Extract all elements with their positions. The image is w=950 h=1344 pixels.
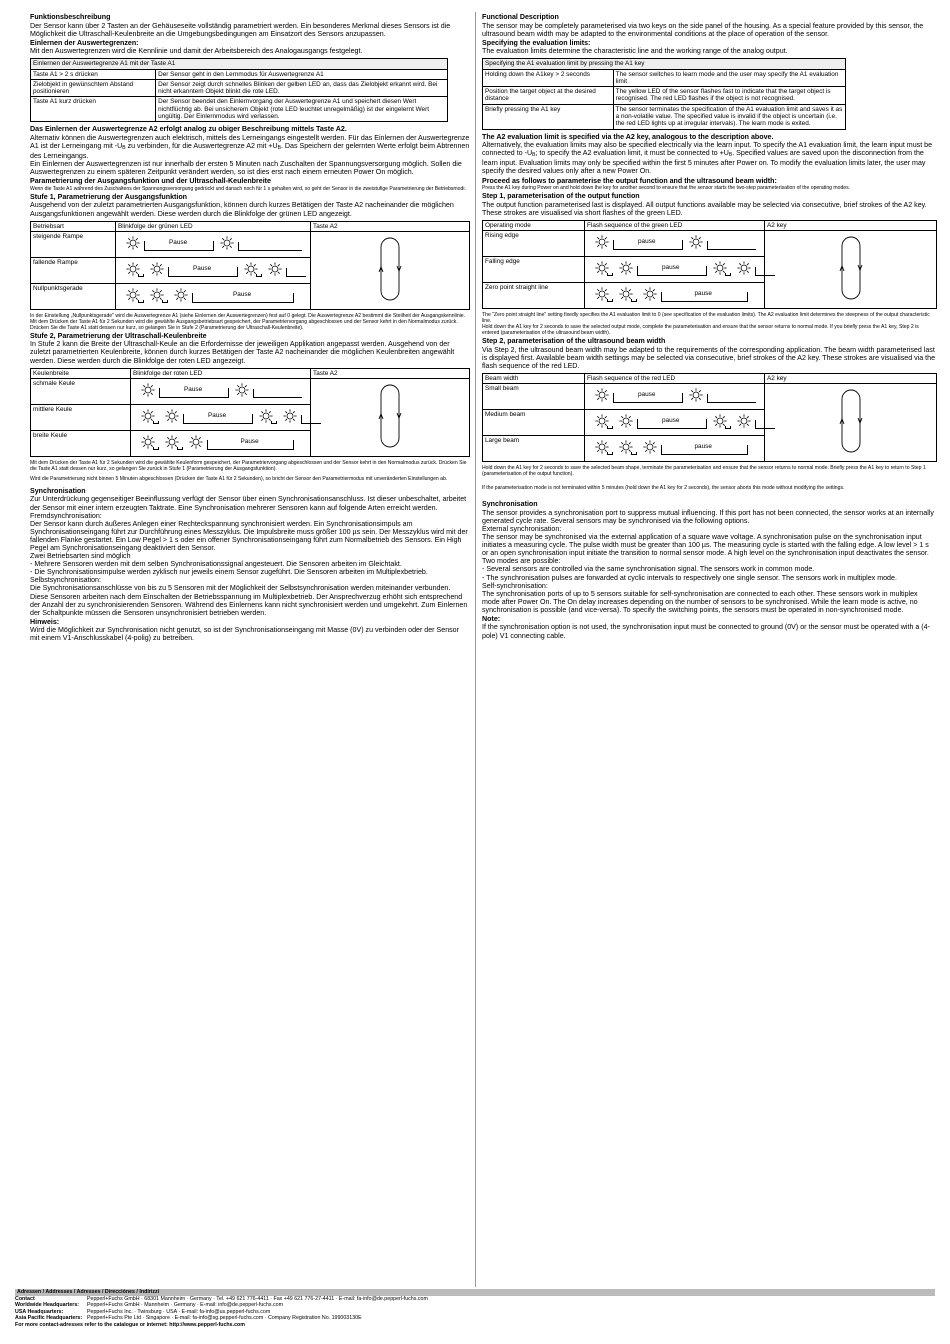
en-sync-7: The synchronisation ports of up to 5 sensors suitable for self-synchronisation are connected to each other. These sensors work in multiplex mode after Power On. The On delay increases depending on the number of sensors to be synchronised. While the learn mode is active, no synchronisation is possible (and vice-versa). To specify the switching points, the sensors must be operated in non-synchronised mode. (482, 589, 918, 614)
en-text-proceed: Press the A1 key during Power on and hold down the key for another second to ensure that the sensor starts the two-step parameterisation of the operating modes. (482, 185, 851, 192)
footer-row: USA Headquarters: Pepperl+Fuchs Inc. · Twinsburg · USA · E-mail: fa-info@us.pepperl-fuchs.com (15, 1308, 271, 1315)
led-gap-mark (153, 447, 159, 450)
led-row-label: steigende Rampe (31, 231, 116, 257)
led-gap-mark (162, 300, 168, 303)
pause-label: pause (662, 263, 680, 271)
en-teach-cell: The sensor switches to learn mode and the user may specify the A1 evaluation limit (613, 69, 845, 87)
de-led-table-green (30, 221, 470, 310)
led-gap-mark (631, 452, 637, 455)
led-gap-mark (153, 421, 159, 424)
de-note-step1-b: Mit dem Drücken der Taste A1 für 2 Sekunden wird die gewählte Ausgangsbetriebsart gespeichert, der Parametriervorgang abgeschlossen und der Sensor kehrt in den Normalmodus zurück. Drücken Sie die Taste A1 statt dessen nur kurz, so gelangen Sie in Stufe 2 (Parametrierung der Ultraschall-Keulenbreite). (30, 318, 458, 331)
de-note-step1: In der Einstellung „Nullpunktsgerade" wird die Auswertegrenze A1 (siehe Einlernen der Auswertegrenzen) fest auf 0 gelegt. Die Auswertegrenze A2 bestimmt die Steilheit der Ausgangskennlinie. (30, 312, 466, 319)
led-sequence (587, 232, 762, 255)
de-heading-a2: Das Einlernen der Auswertegrenze A2 erfolgt analog zu obiger Beschreibung mittels Taste A2. (30, 125, 347, 134)
led-row-label: breite Keule (31, 430, 131, 456)
en-note-step1-b: Hold down the A1 key for 2 seconds to save the selected output mode, complete the parameterisation and ensure that the sensor returns to normal mode. If you briefly press the A1 key, Step 2 is entered (parameterisation of the ultrasound beam width). (482, 324, 919, 337)
de-heading-teach: Einlernen der Auswertegrenzen: (30, 38, 139, 47)
en-heading-function: Functional Description (482, 13, 559, 21)
key-a2-cell (311, 231, 470, 309)
led-sequence (133, 380, 308, 403)
pause-interval (755, 267, 775, 276)
led-flash-icon (174, 288, 188, 302)
footer-bar: Adressen / Addresses / Adresses / Direcciónes / Indirizzi (15, 1289, 935, 1296)
led-sequence (118, 285, 308, 308)
led-flash-icon (619, 261, 633, 275)
led-sequence (133, 432, 308, 455)
en-heading-a2: The A2 evaluation limit is specified via the A2 key, analogous to the description above. (482, 132, 774, 141)
en-teach-cell: Holding down the A1key > 2 seconds (483, 69, 614, 87)
led-col-header: Flash sequence of the red LED (585, 373, 765, 383)
pause-interval (755, 420, 775, 429)
led-row-label: Zero point straight line (483, 282, 585, 308)
led-row-label: Nullpunktsgerade (31, 283, 116, 309)
led-row-label: fallende Rampe (31, 257, 116, 283)
key-a2-cell (765, 230, 937, 308)
de-sync-3: Zwei Betriebsarten sind möglich (30, 552, 131, 561)
de-heading-function: Funktionsbeschreibung (30, 13, 111, 21)
led-flash-icon (595, 388, 609, 402)
led-flash-icon (165, 409, 179, 423)
de-text-a2-b: Ein Einlernen der Auswertegrenzen ist nur innerhalb der ersten 5 Minuten nach Zuschalten der Spannungsversorgung möglich. Sollen die Auswertegrenzen zu einem späteren Zeitpunkt verändert werden, so ist dies erst nach einem erneuten Power On möglich. (30, 160, 462, 177)
led-flash-icon (619, 414, 633, 428)
led-sequence (133, 406, 308, 429)
pause-interval (238, 242, 302, 251)
led-flash-icon (689, 388, 703, 402)
column-divider (475, 12, 476, 1287)
led-row-label: Falling edge (483, 256, 585, 282)
pause-label: pause (662, 416, 680, 424)
en-teach-cell: Position the target object at the desired distance (483, 87, 614, 105)
pause-label: Pause (184, 385, 203, 393)
en-note-step1: The "Zero point straight line" setting fixedly specifies the A1 evaluation limit to 0 (see specification of the evaluation limits). The A2 evaluation limit determines the steepness of the output characteristic line. (482, 311, 930, 324)
de-teach-table (30, 58, 448, 122)
de-teach-cell: Taste A1 > 2 s drücken (31, 69, 156, 79)
led-col-header: Beam width (483, 373, 585, 383)
led-sequence (118, 233, 308, 256)
de-heading-param: Parametrierung der Ausgangsfunktion und der Ultraschall-Keulenbreite (30, 177, 271, 186)
de-teach-cell: Der Sensor geht in den Lernmodus für Auswertegrenze A1 (156, 69, 448, 79)
pause-interval (707, 241, 756, 250)
led-row-label: Small beam (483, 383, 585, 409)
led-flash-icon (126, 236, 140, 250)
led-flash-icon (189, 435, 203, 449)
led-gap-mark (607, 273, 613, 276)
de-heading-sync: Synchronisation (30, 486, 86, 495)
led-flash-icon (141, 383, 155, 397)
de-teach-cell: Taste A1 kurz drücken (31, 97, 156, 122)
en-teach-table-header: Specifying the A1 evaluation limit by pressing the A1 key (483, 59, 846, 69)
en-sync-4: - Several sensors are controlled via the same synchronisation signal. The sensors work in common mode. (482, 565, 815, 574)
en-sync-1: External synchronisation: (482, 524, 562, 533)
led-flash-icon (283, 409, 297, 423)
led-gap-mark (725, 273, 731, 276)
led-row-label: Rising edge (483, 230, 585, 256)
de-note-step2: Mit dem Drücken der Taste A1 für 2 Sekunden wird die gewählte Keulenform gespeichert, der Parametriervorgang abgeschlossen und der Sensor kehrt in den Normalmodus zurück. Drücken Sie die Taste A1 statt dessen nur kurz, so gelangen Sie zurück in Stufe 1 (Parametrierung der Ausgangsfunktion). (30, 459, 467, 472)
en-heading-step1: Step 1, parameterisation of the output function (482, 192, 640, 201)
footer-row: Asia Pacific Headquarters: Pepperl+Fuchs Pte Ltd · Singapore · E-mail: fa-info@sg.pepperl-fuchs.com · Company Registration No. 199003130E (15, 1315, 362, 1322)
pause-label: Pause (240, 437, 259, 445)
pause-label: Pause (193, 264, 212, 272)
en-heading-sync: Synchronisation (482, 500, 538, 509)
led-flash-icon (689, 235, 703, 249)
en-text-step1: The output function parameterised last is displayed. All output functions available may be selected via consecutive, brief strokes of the A2 key. These strokes are visualised via short flashes of the green LED. (482, 200, 927, 217)
pause-label: Pause (169, 238, 188, 246)
led-flash-icon (643, 287, 657, 301)
de-teach-cell: Zielobjekt in gewünschtem Abstand positionieren (31, 79, 156, 97)
pause-interval (253, 389, 302, 398)
led-gap-mark (607, 299, 613, 302)
pause-interval (286, 268, 306, 277)
english-column (482, 12, 937, 640)
en-sync-0: The sensor provides a synchronisation port to suppress mutual influencing. If this port has not been connected, the sensor works at an internally generated cycle rate. Several sensors may be synchronised via the following options. (482, 508, 934, 525)
led-flash-icon (235, 383, 249, 397)
led-flash-icon (595, 235, 609, 249)
footer-row: Worldwide Headquarters: Pepperl+Fuchs GmbH · Mannheim · Germany · E-mail: info@de.pepperl-fuchs.com (15, 1302, 283, 1309)
led-col-header: Keulenbreite (31, 368, 131, 378)
en-teach-cell: The sensor terminates the specification of the A1 evaluation limit and saves it as a non-volatile value. The specified value is invalid if the object is uncertain (i.e. the red LED lights up at irregular intervals). The learn mode is exited. (613, 104, 845, 129)
led-col-header: Operating mode (483, 220, 585, 230)
de-led-table-red (30, 368, 470, 457)
en-led-table-red (482, 373, 937, 462)
led-gap-mark (607, 426, 613, 429)
en-note-step2-b: If the parameterisation mode is not terminated within 5 minutes (hold down the A1 key for 2 seconds), the sensor aborts this mode without modifying the settings. (482, 485, 845, 492)
led-gap-mark (256, 274, 262, 277)
de-text-teach: Mit den Auswertegrenzen wird die Kennlinie und damit der Arbeitsbereich des Analogausgangs festgelegt. (30, 47, 363, 56)
led-sequence (587, 437, 762, 460)
de-sync-7: Die Synchronisationsanschlüsse von bis zu 5 Sensoren mit der Möglichkeit der Selbstsynchronisation werden miteinander verbunden. Diese Sensoren arbeiten nach dem Einschalten der Betriebsspannung im Multiplexbetrieb. Der Ansprechverzug erhöht sich entsprechend der Anzahl der zu synchronisierenden Sensoren. Während des Einlernens kann nicht synchronisiert werden und umgekehrt. Zum Einlernen der Schaltpunkte müssen die Sensoren unsynchronisiert betrieben werden. (30, 584, 468, 617)
led-flash-icon (220, 236, 234, 250)
led-col-header: A2 key (765, 220, 937, 230)
footer-more: For more contact-adresses refer to the catalogue or internet: http://www.pepperl-fuchs.com (15, 1321, 245, 1328)
de-text-step2: In Stufe 2 kann die Breite der Ultraschall-Keule an die Erfordernisse der jeweiligen Applikation angepasst werden. Ausgehend von der zuletzt parametrierten Keulenbreite, können durch kurzes Betätigen der Taste A2 nacheinander die möglichen Keulenbreiten angewählt werden. Diese werden durch die Blinkfolge der roten LED angezeigt. (30, 340, 455, 365)
pause-label: Pause (208, 411, 227, 419)
en-sync-3: Two modes are possible: (482, 557, 561, 566)
pause-label: pause (638, 390, 656, 398)
en-heading-step2: Step 2, parameterisation of the ultrasound beam width (482, 337, 666, 346)
de-heading-step1: Stufe 1, Parametrierung der Ausgangsfunktion (30, 192, 188, 201)
footer-row: Contact Pepperl+Fuchs GmbH · 68301 Mannheim · Germany · Tel. +49 621 776-4411 · Fax +49 621 776-27-4411 · E-mail: fa-info@de.pepperl-fuchs.com (15, 1295, 428, 1302)
led-row-label: schmale Keule (31, 378, 131, 404)
en-sync-6: Self-synchronisation: (482, 581, 548, 590)
pause-interval (301, 415, 321, 424)
led-col-header: Blinkfolge der grünen LED (116, 221, 311, 231)
led-col-header: Flash sequence of the green LED (585, 220, 765, 230)
led-gap-mark (725, 426, 731, 429)
en-teach-table (482, 58, 846, 129)
led-sequence (118, 259, 308, 282)
led-gap-mark (271, 421, 277, 424)
de-text-a2: Alternativ können die Auswertegrenzen auch elektrisch, mittels des Lerneingangs eingestellt werden. Für das Einlernen der Auswertegrenze A1 ist der Lerneingang mit $-U_B$ zu verbinden, für die Auswertegrenze A2 mit $+U_B$. Das Speichern der gelernten Werte erfolgt beim Abtrennen des Lerneingangs. (30, 133, 470, 161)
en-text-a2: Alternatively, the evaluation limits may also be specified electrically via the learn input. To specify the A1 evaluation limit, the learn input must be connected to $-U_B$; to specify the A2 evaluation limit, it must be connected to $+U_B$. Specified values are saved upon the disconnection from the learn input. Evaluation limits may only be specified within the first 5 minutes after Power on. To modify the evaluation limits later, the user may specify the desired values only after a new Power On. (482, 141, 933, 176)
de-teach-table-header: Einlernen der Auswertegrenze A1 mit der Taste A1 (31, 59, 448, 69)
en-sync-2: The sensor may be synchronised via the external application of a square wave voltage. A synchronisation pulse on the synchronisation input initiates a measuring cycle. The pulse width must be greater than 100 µs. The measuring cycle is started with the falling edge. A low level > 1 s or an open synchronisation input initiate the transition to normal sensor mode. A high level on the synchronisation input deactivates the sensor. (482, 533, 929, 558)
de-text-function: Der Sensor kann über 2 Tasten an der Gehäuseseite vollständig parametriert werden. Ein besonderes Merkmal dieses Sensors ist die Möglichkeit die Ultraschall-Keulenbreite an die Umgebungsbedingungen am Einsatzort des Sensors anzupassen. (30, 21, 451, 38)
de-text-param: Wenn die Taste A1 während des Zuschaltens der Spannungsversorgung gedrückt und danach noch für 1 s gehalten wird, so geht der Sensor in die zweistufige Parametrierung der Betriebsmodi. (30, 185, 466, 192)
key-a2-cell (311, 378, 470, 456)
en-text-step2: Via Step 2, the ultrasound beam width may be adapted to the requirements of the corresponding application. The beam width parameterised last is displayed first. Available beam width settings may be selected via consecutive, brief strokes of the A2 key. These strokes are visualised via the flash sequence of the red LED. (482, 345, 936, 370)
de-sync-4: - Mehrere Sensoren werden mit dem selben Synchronisationssignal angesteuert. Die Sensoren arbeiten im Gleichtakt. (30, 560, 402, 569)
de-sync-5: - Die Synchronisationsimpulse werden zyklisch nur jeweils einem Sensor zugeführt. Die Sensoren arbeiten im Multiplexbetrieb. (30, 568, 428, 577)
en-sync-5: - The synchronisation pulses are forwarded at cyclic intervals to respectively one single sensor. The sensors work in multiplex mode. (482, 573, 897, 582)
de-heading-step2: Stufe 2, Parametrierung der Ultraschall-Keulenbreite (30, 331, 207, 340)
en-heading-limits: Specifying the evaluation limits: (482, 38, 591, 47)
led-col-header: A2 key (765, 373, 937, 383)
de-note-step2-b: Wird die Parametrierung nicht binnen 5 Minuten abgeschlossen (Drücken der Taste A1 für 2 Sekunden), so bricht der Sensor den Parametriermodus mit unveränderten Einstellungen ab. (30, 475, 448, 482)
de-teach-cell: Der Sensor beendet den Einlernvorgang der Auswertegrenze A1 und speichert diesen Wert nichtflüchtig ab. Bei unsicherem Objekt (rote LED leuchtet unregelmäßig) ist der eingelernt Wert ungültig. Der Einlernmodus wird verlassen. (156, 97, 448, 122)
de-text-hint: Wird die Möglichkeit zur Synchronisation nicht genutzt, so ist der Synchronisationseingang mit Masse (0V) zu verbinden oder der Sensor mit einem V1-Anschlusskabel (4-polig) zu betreiben. (30, 626, 459, 643)
led-sequence (587, 411, 762, 434)
led-gap-mark (177, 447, 183, 450)
pause-label: pause (694, 442, 712, 450)
de-heading-hint: Hinweis: (30, 617, 60, 626)
en-teach-cell: The yellow LED of the sensor flashes fast to indicate that the target object is recognised. The red LED flashes if the object is not recognised. (613, 87, 845, 105)
led-flash-icon (737, 261, 751, 275)
led-gap-mark (138, 300, 144, 303)
cycle-arrow-icon (378, 234, 402, 304)
cycle-arrow-icon (378, 381, 402, 451)
pause-label: pause (694, 289, 712, 297)
led-row-label: Medium beam (483, 409, 585, 435)
cycle-arrow-icon (839, 233, 863, 303)
de-teach-cell: Der Sensor zeigt durch schnelles Blinken der gelben LED an, dass das Zielobjekt erkannt wird. Bei nicht erkanntem Objekt blinkt die rote LED. (156, 79, 448, 97)
led-row-label: mittlere Keule (31, 404, 131, 430)
led-row-label: Large beam (483, 435, 585, 461)
de-sync-1: Fremdsynchronisation: (30, 511, 102, 520)
led-sequence (587, 258, 762, 281)
led-gap-mark (138, 274, 144, 277)
de-sync-0: Zur Unterdrückung gegenseitiger Beeinflussung verfügt der Sensor über einen Synchronisationsanschluss. Ist dieser unbeschaltet, arbeitet der Sensor mit einer intern erzeugten Taktrate. Eine Synchronisation mehrerer Sensoren kann auf folgende Arten erreicht werden. (30, 495, 467, 512)
en-text-limits: The evaluation limits determine the characteristic line and the working range of the analog output. (482, 47, 788, 56)
en-note-step2: Hold down the A1 key for 2 seconds to save the selected beam shape, terminate the parameterisation and ensure that the sensor returns to normal mode. Briefly press the A1 key to return to Step 1 (parameterisation of the output function). (482, 464, 926, 478)
led-gap-mark (631, 299, 637, 302)
address-footer (15, 1289, 935, 1329)
led-col-header: Taste A2 (311, 221, 470, 231)
cycle-arrow-icon (839, 386, 863, 456)
en-text-note: If the synchronisation option is not used, the synchronisation input must be connected to ground (0V) or the sensor must be operated with a (4-pole) V1 connecting cable. (482, 623, 930, 640)
led-gap-mark (607, 452, 613, 455)
key-a2-cell (765, 383, 937, 461)
pause-label: Pause (233, 290, 252, 298)
led-col-header: Betriebsart (31, 221, 116, 231)
led-flash-icon (268, 262, 282, 276)
en-heading-note: Note: (482, 614, 501, 623)
en-led-table-green (482, 220, 937, 309)
led-col-header: Taste A2 (311, 368, 470, 378)
led-col-header: Blinkfolge der roten LED (131, 368, 311, 378)
pause-label: pause (638, 237, 656, 245)
en-text-function: The sensor may be completely parameterised via two keys on the side panel of the housing. As a special feature provided by this sensor, the ultrasound beam width may be adapted to the environmental conditions at the place of operation of the sensor. (482, 21, 924, 38)
led-sequence (587, 284, 762, 307)
de-sync-2: Der Sensor kann durch äußeres Anlegen einer Rechteckspannung synchronisiert werden. Ein Synchronisationsimpuls am Synchronisationseingang führt zur Durchführung eines Messzyklus. Die Impulsbreite muss größer 100 µs sein. Der Messzyklus wird mit der fallenden Flanke gestartet. Ein Low Pegel > 1 s oder ein offener Synchronisationseingang führt zum Normalbetrieb des Sensors. Ein High Pegel am Synchronisationseingang deaktiviert den Sensor. (30, 519, 468, 553)
pause-interval (707, 394, 756, 403)
german-column (30, 12, 470, 643)
de-sync-6: Selbstsynchronisation: (30, 576, 101, 585)
led-flash-icon (643, 440, 657, 454)
led-flash-icon (737, 414, 751, 428)
de-text-step1: Ausgehend von der zuletzt parametrierten Ausgangsfunktion, können durch kurzes Betätigen der Taste A2 nacheinander die möglichen Ausgangsfunktionen angewählt werden. Diese werden durch die Blinkfolge der grünen LED angezeigt. (30, 201, 454, 218)
led-sequence (587, 385, 762, 408)
led-flash-icon (150, 262, 164, 276)
en-heading-proceed: Proceed as follows to parameterise the output function and the ultrasound beam width: (482, 176, 777, 185)
en-teach-cell: Briefly pressing the A1 key (483, 104, 614, 129)
